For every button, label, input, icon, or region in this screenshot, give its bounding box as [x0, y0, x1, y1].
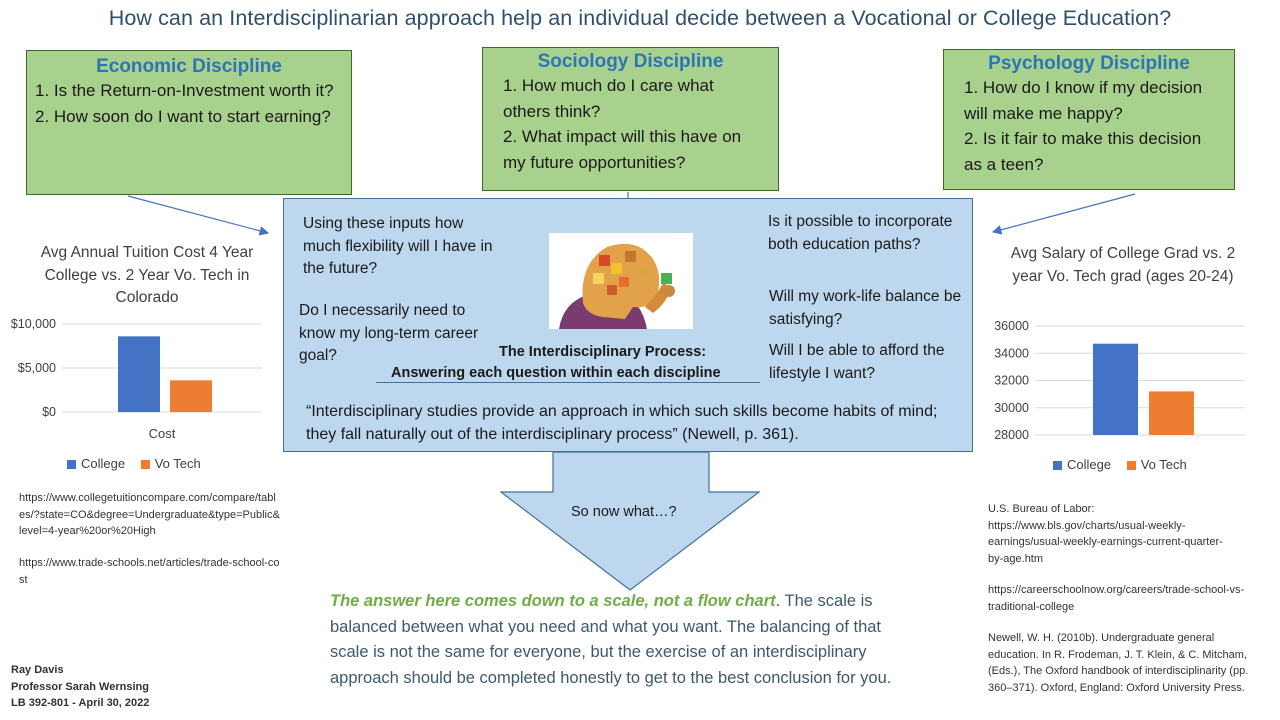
- right-source-1: U.S. Bureau of Labor: https://www.bls.gov/charts/usual-weekly-earnings/usual-weekly-earnings-current-quarter-by-age.htm: [988, 503, 1223, 565]
- economic-question-2: 2. How soon do I want to start earning?: [35, 106, 331, 126]
- legend-votech-label: Vo Tech: [1140, 457, 1187, 472]
- page-title: How can an Interdisciplinarian approach help an individual decide between a Vocational or College Education?: [108, 6, 1172, 30]
- down-arrow-shape: [500, 452, 760, 592]
- sociology-question-1: 1. How much do I care what others think?: [503, 76, 714, 121]
- legend-college-label: College: [1067, 457, 1112, 472]
- y-tick-label: 30000: [994, 400, 1029, 415]
- author-block: [11, 662, 149, 712]
- salary-chart: [980, 314, 1250, 444]
- center-question-work-life: Will my work-life balance be satisfying?: [769, 288, 962, 328]
- economic-heading: Economic Discipline: [96, 56, 282, 77]
- so-now-what-text: So now what…?: [571, 504, 677, 520]
- psychology-question-2: 2. Is it fair to make this decision as a teen?: [964, 129, 1202, 174]
- y-tick-label: 36000: [994, 319, 1029, 333]
- y-tick-label: $0: [42, 405, 56, 419]
- left-source-1: https://www.collegetuitioncompare.com/compare/tables/?state=CO&degree=Undergraduate&type=Public&level=4-year%20or%20High: [19, 492, 280, 537]
- y-tick-label: 28000: [994, 428, 1029, 442]
- process-subtitle: Answering each question within each discipline: [391, 365, 721, 381]
- answer-paragraph: [330, 589, 922, 691]
- legend-votech-label: Vo Tech: [154, 456, 201, 471]
- economic-question-1: 1. Is the Return-on-Investment worth it?: [35, 81, 334, 100]
- bar-college: [118, 336, 160, 412]
- newell-quote: “Interdisciplinary studies provide an approach in which such skills become habits of mind; they fall naturally out of the interdisciplinary process” (Newell, p. 361).: [306, 403, 938, 443]
- y-tick-label: $5,000: [17, 361, 56, 375]
- psychology-question-1: 1. How do I know if my decision will make me happy?: [964, 78, 1203, 123]
- arrow-psychology: [993, 194, 1135, 232]
- author-course: LB 392-801 - April 30, 2022: [11, 697, 150, 709]
- right-source-2: https://careerschoolnow.org/careers/trade-school-vs-traditional-college: [988, 584, 1245, 613]
- psychology-heading: Psychology Discipline: [988, 53, 1190, 74]
- author-name: Ray Davis: [11, 664, 64, 676]
- bar-vo-tech: [1149, 391, 1194, 435]
- author-professor: Professor Sarah Wernsing: [11, 680, 149, 693]
- psychology-discipline-box: [943, 49, 1235, 190]
- center-question-flexibility: Using these inputs how much flexibility will I have in the future?: [303, 215, 493, 277]
- bar-vo-tech: [170, 380, 212, 412]
- x-category-label: Cost: [148, 426, 176, 441]
- legend-votech-swatch: [141, 460, 150, 469]
- y-tick-label: $10,000: [10, 317, 56, 331]
- salary-chart-svg: [980, 314, 1250, 444]
- bar-college: [1093, 344, 1138, 435]
- answer-highlight: The answer here comes down to a scale, not a flow chart: [330, 592, 776, 610]
- interdisciplinary-process-box: [283, 198, 973, 452]
- left-source-2: https://www.trade-schools.net/articles/trade-school-cost: [19, 557, 280, 586]
- legend-college-swatch: [67, 460, 76, 469]
- sociology-heading: Sociology Discipline: [537, 51, 724, 72]
- center-question-lifestyle: Will I be able to afford the lifestyle I want?: [769, 342, 945, 382]
- tuition-chart-svg: [0, 313, 278, 443]
- tuition-chart-title: Avg Annual Tuition Cost 4 Year College vs. 2 Year Vo. Tech in Colorado: [40, 244, 254, 306]
- legend-college-label: College: [81, 456, 126, 471]
- puzzle-head-thinker-image: [549, 233, 693, 329]
- process-divider: [376, 382, 760, 383]
- salary-chart-title: Avg Salary of College Grad vs. 2 year Vo. Tech grad (ages 20-24): [1010, 245, 1236, 285]
- legend-votech-swatch: [1127, 461, 1136, 470]
- process-title: The Interdisciplinary Process:: [499, 344, 707, 360]
- tuition-chart-legend: [67, 456, 201, 471]
- y-tick-label: 32000: [994, 373, 1029, 388]
- center-question-career-goal: Do I necessarily need to know my long-term career goal?: [299, 302, 479, 364]
- legend-college-swatch: [1053, 461, 1062, 470]
- tuition-chart: [0, 313, 278, 443]
- sociology-question-2: 2. What impact will this have on my future opportunities?: [503, 127, 742, 172]
- answer-rest: . The scale is balanced between what you need and what you want. The balancing of that scale is not the same for everyone, but the exercise of an interdisciplinary approach should be completed honestly to get to the best conclusion for you.: [330, 592, 892, 687]
- arrow-economic: [128, 196, 268, 233]
- economic-discipline-box: [26, 50, 352, 195]
- sociology-discipline-box: [482, 47, 779, 191]
- salary-chart-legend: [1053, 457, 1187, 472]
- y-tick-label: 34000: [994, 346, 1029, 361]
- center-question-both-paths: Is it possible to incorporate both education paths?: [768, 213, 953, 253]
- right-source-3: Newell, W. H. (2010b). Undergraduate general education. In R. Frodeman, J. T. Klein, & C. Mitcham, (Eds.), The Oxford handbook of interdisciplinarity (pp. 360–371). Oxford, England: Oxford University Press.: [988, 632, 1249, 694]
